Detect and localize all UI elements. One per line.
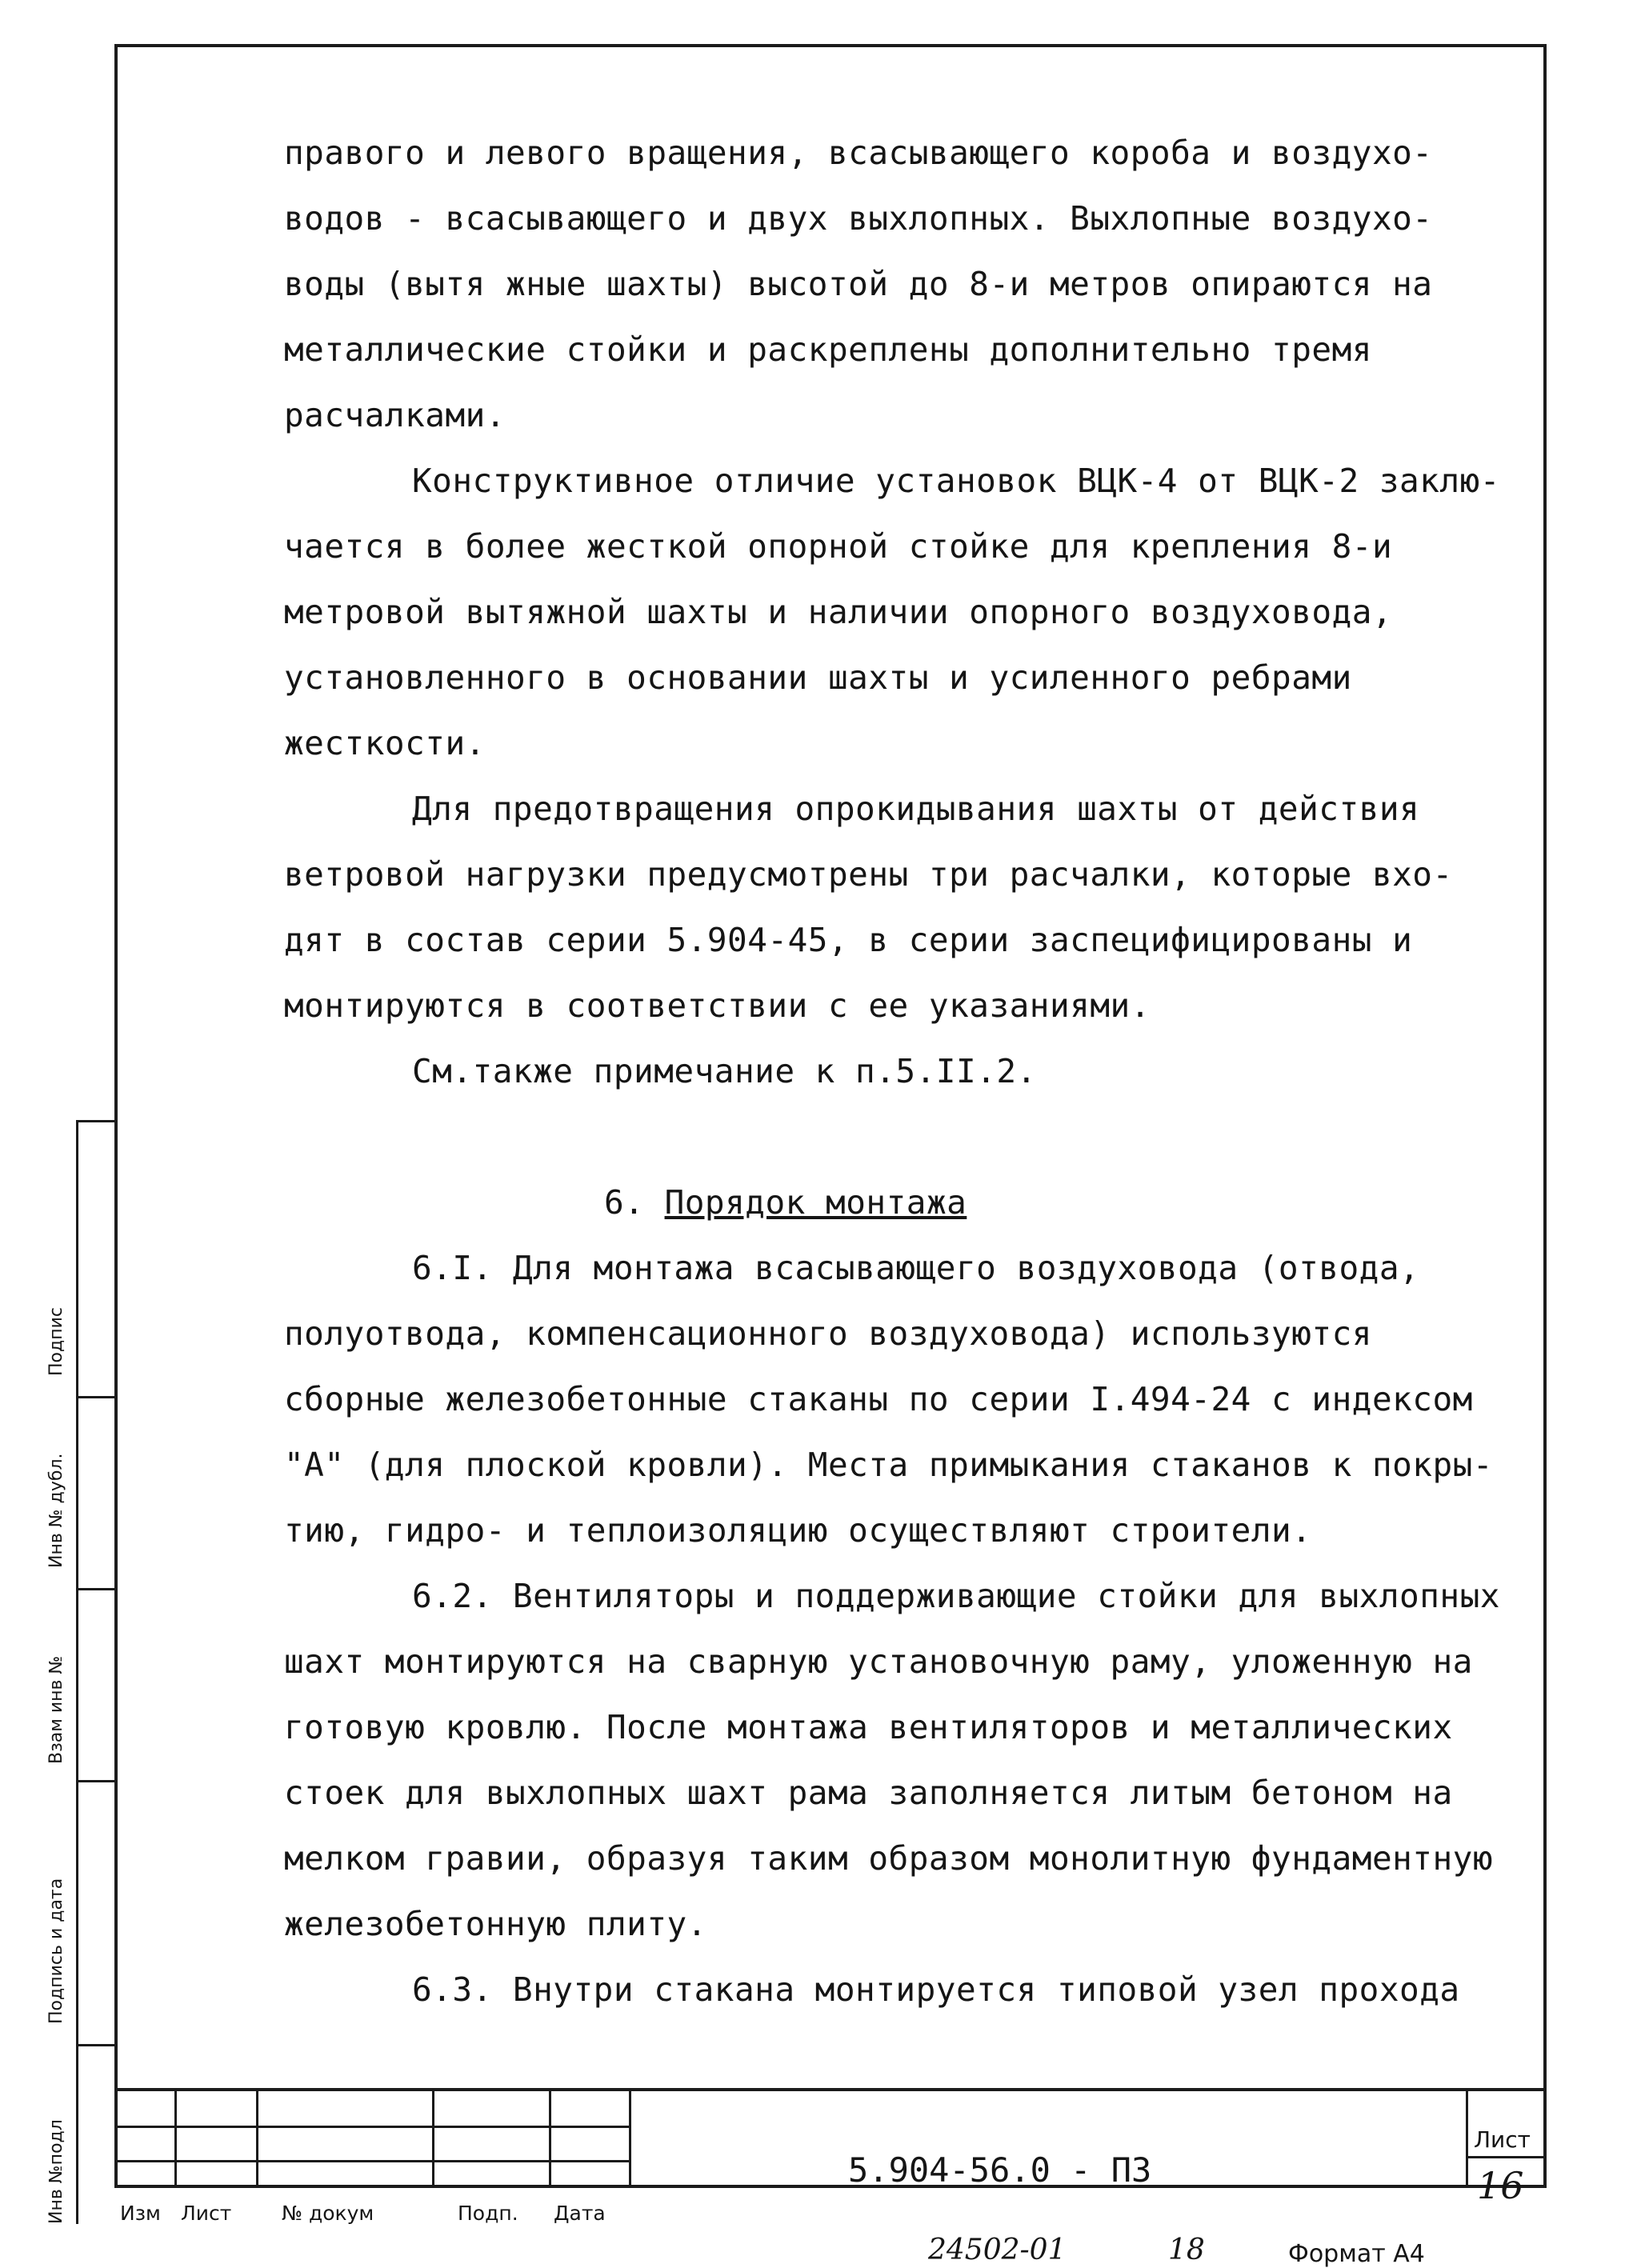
page-number: 18 (1168, 2234, 1205, 2266)
document-body (284, 120, 1508, 2022)
text-line: шахт монтируются на сварную установочную раму, уложенную на (284, 1642, 1473, 1681)
text-line: мелком гравии, образуя таким образом монолитную фундаментную (284, 1839, 1494, 1878)
text-line: готовую кровлю. После монтажа вентиляторов и металлических (284, 1708, 1453, 1746)
stamp-divider (256, 2090, 258, 2186)
text-line: установленного в основании шахты и усиленного ребрами (284, 658, 1352, 697)
side-label-podp-data: Подпись и дата (46, 1878, 66, 2024)
text-line: метровой вытяжной шахты и наличии опорного воздуховода, (284, 593, 1393, 631)
text-line: монтируются в соответствии с ее указаниями. (284, 986, 1151, 1025)
text-line: ветровой нагрузки предусмотрены три расчалки, которые вхо- (284, 855, 1453, 894)
stamp-divider (118, 2160, 630, 2162)
stamp-divider (1466, 2090, 1468, 2186)
text-line: расчалками. (284, 396, 506, 434)
stamp-divider (432, 2090, 434, 2186)
paragraph-6 (284, 1563, 1508, 1957)
side-label-vzam-inv: Взам инв № (46, 1655, 66, 1764)
paragraph-1 (284, 120, 1508, 448)
sheet-number: 16 (1477, 2164, 1524, 2207)
text-line: стоек для выхлопных шахт рама заполняется литым бетоном на (284, 1774, 1453, 1812)
stamp-col-izm: Изм (120, 2202, 161, 2225)
text-line: Конструктивное отличие установок ВЦК-4 от ВЦК-2 заклю- (412, 462, 1500, 500)
stamp-divider (174, 2090, 177, 2186)
stamp-divider (629, 2090, 631, 2186)
section-number: 6. (604, 1183, 645, 1222)
side-label-inv-dubl: Инв № дубл. (46, 1453, 66, 1568)
text-line: чается в более жесткой опорной стойке для крепления 8-и (284, 527, 1393, 566)
text-line: "А" (для плоской кровли). Места примыкания стаканов к покры- (284, 1446, 1494, 1484)
stamp-col-list: Лист (181, 2202, 232, 2225)
text-line: сборные железобетонные стаканы по серии I.494-24 с индексом (284, 1380, 1473, 1418)
paragraph-2 (284, 448, 1508, 776)
stamp-col-date: Дата (554, 2202, 606, 2225)
text-line: Для предотвращения опрокидывания шахты от действия (412, 790, 1420, 828)
binding-strip-divider (76, 1588, 114, 1590)
text-line: дят в состав серии 5.904-45, в серии заспецифицированы и (284, 921, 1413, 959)
text-line: правого и левого вращения, всасывающего короба и воздухо- (284, 134, 1433, 172)
binding-strip-line (76, 1120, 78, 2224)
paragraph-7: 6.3. Внутри стакана монтируется типовой узел прохода (412, 1970, 1460, 2009)
side-label-podpis: Подпис (46, 1307, 66, 1376)
section-title: Порядок монтажа (664, 1183, 967, 1222)
sheet-label: Лист (1474, 2126, 1531, 2153)
stamp-divider (1466, 2156, 1543, 2158)
stamp-col-doc: № докум (282, 2202, 374, 2225)
side-label-inv-podl: Инв №подл (46, 2119, 66, 2224)
text-line: водов - всасывающего и двух выхлопных. Выхлопные воздухо- (284, 199, 1433, 238)
text-line: металлические стойки и раскреплены дополнительно тремя (284, 330, 1372, 369)
text-line: 6.2. Вентиляторы и поддерживающие стойки для выхлопных (412, 1577, 1500, 1615)
section-heading (284, 1170, 1508, 1235)
binding-strip-divider (76, 2044, 114, 2046)
document-code: 5.904-56.0 - ПЗ (848, 2150, 1152, 2190)
binding-strip-divider (76, 1780, 114, 1782)
stamp-divider (549, 2090, 551, 2186)
text-line: воды (вытя жные шахты) высотой до 8-и метров опираются на (284, 265, 1433, 303)
text-line: 6.I. Для монтажа всасывающего воздуховода (отвода, (412, 1249, 1420, 1287)
inventory-number: 24502-01 (928, 2234, 1067, 2266)
paragraph-5 (284, 1235, 1508, 1563)
title-block (118, 2088, 1543, 2186)
binding-strip-divider (76, 1396, 114, 1398)
binding-strip-divider (76, 1120, 114, 1122)
text-line: тию, гидро- и теплоизоляцию осуществляют строители. (284, 1511, 1312, 1550)
paragraph-3 (284, 776, 1508, 1038)
text-line: полуотвода, компенсационного воздуховода) используются (284, 1314, 1372, 1353)
text-line: жесткости. (284, 724, 486, 762)
paragraph-4: См.также примечание к п.5.II.2. (412, 1052, 1037, 1090)
text-line: железобетонную плиту. (284, 1905, 707, 1943)
format-label: Формат А4 (1288, 2240, 1425, 2268)
stamp-col-sign: Подп. (458, 2202, 518, 2225)
stamp-divider (118, 2126, 630, 2128)
